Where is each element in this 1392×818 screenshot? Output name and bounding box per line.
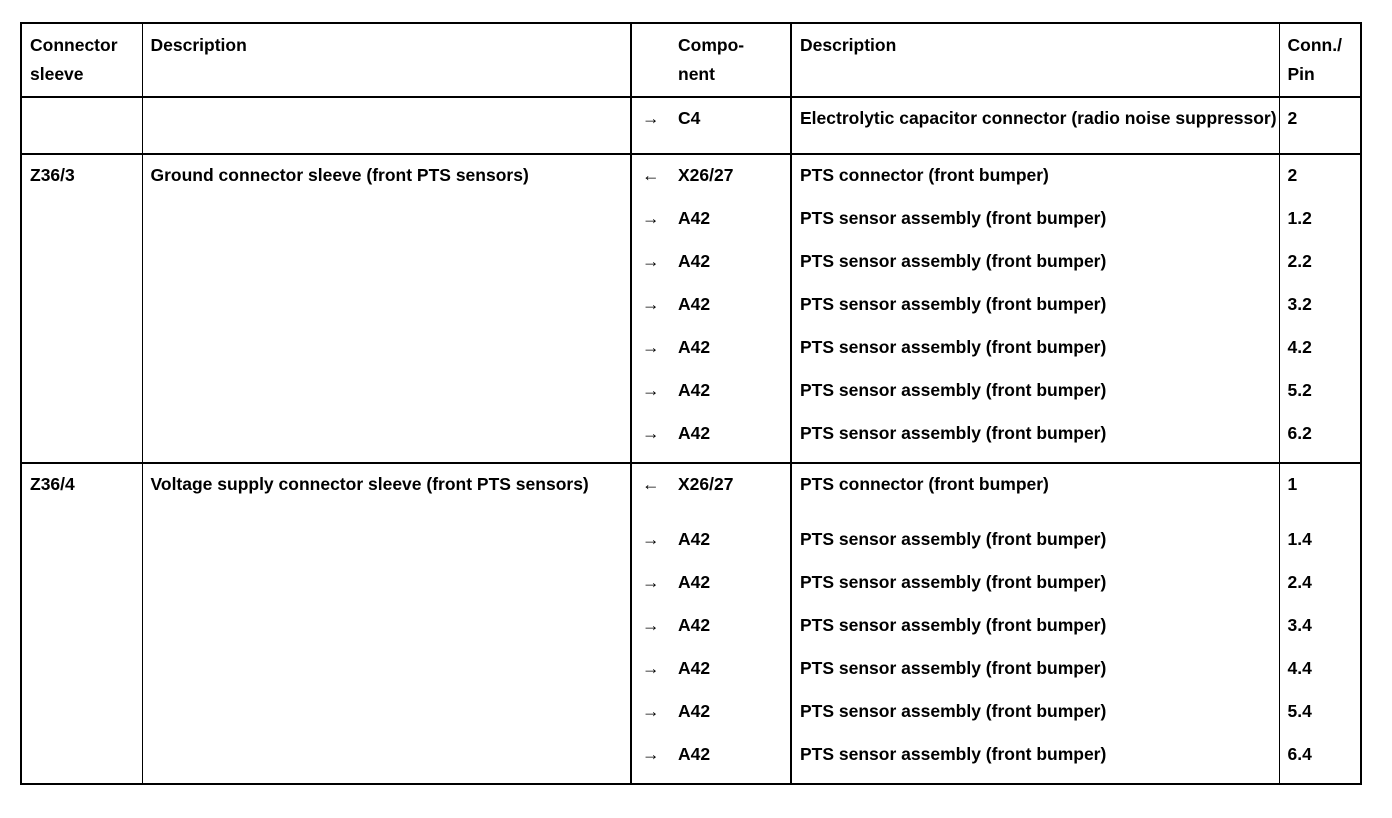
connector-sleeve-cell: Z36/3 (21, 154, 142, 463)
component-cell: X26/27 (678, 463, 791, 525)
component-cell: A42 (678, 529, 711, 549)
component-description-cell: PTS sensor assembly (front bumper) (791, 419, 1279, 463)
conn-pin-cell: 4.2 (1279, 333, 1361, 376)
conn-pin-cell: 2.2 (1279, 247, 1361, 290)
conn-pin-cell: 5.2 (1279, 376, 1361, 419)
conn-pin-cell: 6.4 (1279, 740, 1361, 784)
arrow-right-icon: → (631, 204, 678, 247)
conn-pin-cell: 2 (1279, 154, 1361, 204)
component-description-cell: PTS sensor assembly (front bumper) (791, 697, 1279, 740)
table-row (21, 463, 1361, 525)
header-arrow-spacer (631, 23, 678, 97)
arrow-right-icon: → (631, 611, 678, 654)
conn-pin-cell: 2 (1279, 97, 1361, 154)
arrow-right-icon: → (631, 697, 678, 740)
arrow-right-icon: → (631, 247, 678, 290)
conn-pin-cell: 5.4 (1279, 697, 1361, 740)
component-description-cell: PTS sensor assembly (front bumper) (791, 525, 1279, 568)
component-description-cell: Electrolytic capacitor connector (radio noise suppressor) (791, 97, 1279, 154)
component-cell: X26/27 (678, 154, 791, 204)
component-cell: C4 (678, 97, 791, 154)
arrow-right-icon: → (631, 525, 678, 568)
component-cell: A42 (678, 615, 711, 635)
table-header-row (21, 23, 1361, 97)
component-description-cell: PTS sensor assembly (front bumper) (791, 611, 1279, 654)
conn-pin-cell: 3.4 (1279, 611, 1361, 654)
component-description-cell: PTS sensor assembly (front bumper) (791, 204, 1279, 247)
arrow-right-icon: → (631, 97, 678, 154)
header-conn-pin: Conn./ Pin (1279, 23, 1361, 97)
component-cell: A42 (678, 658, 711, 678)
conn-pin-cell: 1 (1279, 463, 1361, 525)
conn-pin-cell: 2.4 (1279, 568, 1361, 611)
component-description-cell: PTS connector (front bumper) (791, 463, 1279, 525)
connector-sleeve-cell (21, 97, 142, 154)
sleeve-description-cell: Ground connector sleeve (front PTS sensors) (142, 154, 631, 463)
header-description: Description (142, 23, 631, 97)
table-row (21, 154, 1361, 204)
conn-pin-cell: 3.2 (1279, 290, 1361, 333)
component-cell: A42 (678, 380, 711, 400)
connector-sleeve-cell: Z36/4 (21, 463, 142, 784)
connector-table-container (20, 22, 1360, 785)
arrow-right-icon: → (631, 654, 678, 697)
conn-pin-cell: 1.2 (1279, 204, 1361, 247)
arrow-right-icon: → (631, 419, 678, 463)
component-cell: A42 (678, 251, 711, 271)
component-description-cell: PTS connector (front bumper) (791, 154, 1279, 204)
component-description-cell: PTS sensor assembly (front bumper) (791, 376, 1279, 419)
component-description-cell: PTS sensor assembly (front bumper) (791, 290, 1279, 333)
component-cell: A42 (678, 740, 791, 784)
sleeve-description-cell: Voltage supply connector sleeve (front PTS sensors) (142, 463, 631, 784)
component-cell: A42 (678, 294, 711, 314)
conn-pin-cell: 6.2 (1279, 419, 1361, 463)
arrow-left-icon: ← (631, 154, 678, 204)
component-description-cell: PTS sensor assembly (front bumper) (791, 247, 1279, 290)
arrow-right-icon: → (631, 290, 678, 333)
component-cell: A42 (678, 572, 711, 592)
table-body (21, 97, 1361, 784)
component-cell: A42 (678, 337, 711, 357)
arrow-left-icon: ← (631, 463, 678, 525)
component-cell: A42 (678, 423, 711, 443)
component-cell: A42 (678, 701, 711, 721)
arrow-right-icon: → (631, 376, 678, 419)
header-component: Compo- nent (678, 23, 791, 97)
component-description-cell: PTS sensor assembly (front bumper) (791, 333, 1279, 376)
conn-pin-cell: 1.4 (1279, 525, 1361, 568)
component-description-cell: PTS sensor assembly (front bumper) (791, 568, 1279, 611)
component-cell: A42 (678, 208, 711, 228)
component-description-cell: PTS sensor assembly (front bumper) (791, 654, 1279, 697)
header-connector-sleeve: Connector sleeve (21, 23, 142, 97)
sleeve-description-cell (142, 97, 631, 154)
header-component-description: Description (791, 23, 1279, 97)
arrow-right-icon: → (631, 740, 678, 784)
connector-sleeve-table (20, 22, 1362, 785)
arrow-right-icon: → (631, 333, 678, 376)
conn-pin-cell: 4.4 (1279, 654, 1361, 697)
arrow-right-icon: → (631, 568, 678, 611)
component-description-cell: PTS sensor assembly (front bumper) (791, 740, 1279, 784)
table-row (21, 97, 1361, 154)
